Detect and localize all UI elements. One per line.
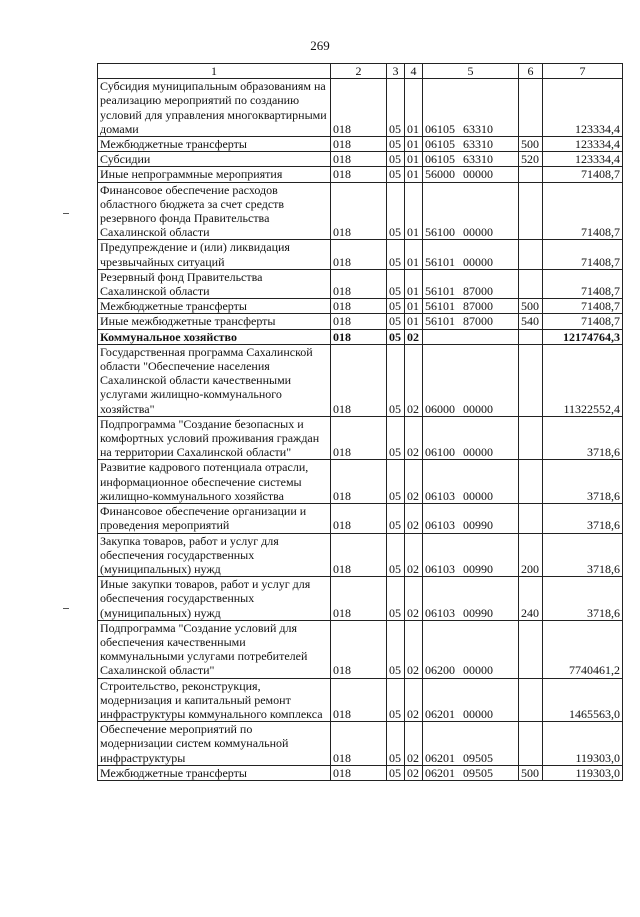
row-target-code-part2: 00000 xyxy=(463,445,493,460)
row-expense-type: 520 xyxy=(519,152,543,167)
row-target-code-part1: 56101 xyxy=(425,314,455,329)
row-grbs: 018 xyxy=(331,460,387,504)
row-subsection: 02 xyxy=(405,329,423,344)
row-amount: 71408,7 xyxy=(543,299,623,314)
row-target-code xyxy=(423,329,519,344)
row-target-code-part1: 06200 xyxy=(425,663,455,678)
row-expense-type xyxy=(519,269,543,298)
row-name: Межбюджетные трансферты xyxy=(98,765,331,780)
row-grbs: 018 xyxy=(331,722,387,766)
row-name: Межбюджетные трансферты xyxy=(98,299,331,314)
row-target-code-part2: 00990 xyxy=(463,561,493,576)
row-subsection: 01 xyxy=(405,182,423,240)
row-expense-type: 500 xyxy=(519,299,543,314)
row-section: 05 xyxy=(387,240,405,269)
col-header-7: 7 xyxy=(543,64,623,79)
row-target-code-part2: 00000 xyxy=(463,663,493,678)
row-grbs: 018 xyxy=(331,299,387,314)
row-name: Финансовое обеспечение организации и проведения мероприятий xyxy=(98,504,331,533)
row-section: 05 xyxy=(387,460,405,504)
table-row xyxy=(98,504,623,533)
row-name: Строительство, реконструкция, модернизация и капитальный ремонт инфраструктуры коммунального комплекса xyxy=(98,678,331,722)
row-target-code-part1: 06201 xyxy=(425,706,455,721)
row-amount: 3718,6 xyxy=(543,533,623,577)
row-name: Иные непрограммные мероприятия xyxy=(98,167,331,182)
row-name: Обеспечение мероприятий по модернизации систем коммунальной инфраструктуры xyxy=(98,722,331,766)
row-target-code-part1: 06201 xyxy=(425,750,455,765)
row-grbs: 018 xyxy=(331,314,387,329)
row-target-code-part1: 06100 xyxy=(425,445,455,460)
row-grbs: 018 xyxy=(331,678,387,722)
row-target-code xyxy=(423,152,519,167)
table-row xyxy=(98,152,623,167)
margin-mark xyxy=(63,213,69,214)
row-target-code-part2: 00000 xyxy=(463,488,493,503)
row-expense-type: 500 xyxy=(519,137,543,152)
row-expense-type xyxy=(519,416,543,460)
row-subsection: 02 xyxy=(405,765,423,780)
row-name: Закупка товаров, работ и услуг для обеспечения государственных (муниципальных) нужд xyxy=(98,533,331,577)
row-grbs: 018 xyxy=(331,620,387,678)
row-target-code-part2: 00000 xyxy=(463,706,493,721)
row-amount: 71408,7 xyxy=(543,167,623,182)
table-row xyxy=(98,240,623,269)
row-target-code-part1: 06000 xyxy=(425,401,455,416)
row-name: Государственная программа Сахалинской области "Обеспечение населения Сахалинской области качественными услугами жилищно-коммунального хозяйства" xyxy=(98,344,331,416)
row-target-code xyxy=(423,314,519,329)
row-target-code-part2: 87000 xyxy=(463,299,493,314)
table-row xyxy=(98,533,623,577)
row-subsection: 02 xyxy=(405,416,423,460)
row-section: 05 xyxy=(387,269,405,298)
row-grbs: 018 xyxy=(331,269,387,298)
row-expense-type xyxy=(519,504,543,533)
table-row xyxy=(98,299,623,314)
table-row xyxy=(98,269,623,298)
row-target-code xyxy=(423,137,519,152)
row-target-code-part2: 00000 xyxy=(463,254,493,269)
table-row xyxy=(98,765,623,780)
row-amount: 119303,0 xyxy=(543,722,623,766)
row-subsection: 01 xyxy=(405,167,423,182)
col-header-3: 3 xyxy=(387,64,405,79)
row-amount: 71408,7 xyxy=(543,182,623,240)
row-section: 05 xyxy=(387,79,405,137)
row-target-code-part2: 00000 xyxy=(463,401,493,416)
row-expense-type xyxy=(519,460,543,504)
row-section: 05 xyxy=(387,344,405,416)
row-target-code-part2: 63310 xyxy=(463,152,493,167)
row-subsection: 01 xyxy=(405,299,423,314)
row-target-code xyxy=(423,269,519,298)
row-amount: 119303,0 xyxy=(543,765,623,780)
row-grbs: 018 xyxy=(331,79,387,137)
row-expense-type xyxy=(519,678,543,722)
row-name: Коммунальное хозяйство xyxy=(98,329,331,344)
row-target-code-part1: 56000 xyxy=(425,167,455,182)
row-amount: 12174764,3 xyxy=(543,329,623,344)
row-name: Подпрограмма "Создание условий для обеспечения качественными коммунальными услугами потребителей Сахалинской области" xyxy=(98,620,331,678)
row-target-code xyxy=(423,240,519,269)
row-amount: 3718,6 xyxy=(543,460,623,504)
col-header-6: 6 xyxy=(519,64,543,79)
row-grbs: 018 xyxy=(331,533,387,577)
row-target-code-part1: 56100 xyxy=(425,225,455,240)
row-target-code xyxy=(423,79,519,137)
row-target-code-part2: 00000 xyxy=(463,225,493,240)
row-target-code-part1: 06105 xyxy=(425,121,455,136)
row-expense-type xyxy=(519,182,543,240)
row-section: 05 xyxy=(387,314,405,329)
row-name: Иные закупки товаров, работ и услуг для обеспечения государственных (муниципальных) нужд xyxy=(98,577,331,621)
row-grbs: 018 xyxy=(331,240,387,269)
row-amount: 71408,7 xyxy=(543,314,623,329)
row-subsection: 01 xyxy=(405,137,423,152)
row-name: Финансовое обеспечение расходов областного бюджета за счет средств резервного фонда Правительства Сахалинской области xyxy=(98,182,331,240)
row-target-code xyxy=(423,167,519,182)
row-subsection: 01 xyxy=(405,314,423,329)
row-target-code xyxy=(423,722,519,766)
row-subsection: 02 xyxy=(405,722,423,766)
row-section: 05 xyxy=(387,765,405,780)
row-amount: 3718,6 xyxy=(543,577,623,621)
row-target-code xyxy=(423,504,519,533)
row-section: 05 xyxy=(387,577,405,621)
row-section: 05 xyxy=(387,620,405,678)
row-name: Предупреждение и (или) ликвидация чрезвычайных ситуаций xyxy=(98,240,331,269)
row-target-code xyxy=(423,533,519,577)
row-section: 05 xyxy=(387,137,405,152)
row-grbs: 018 xyxy=(331,344,387,416)
col-header-4: 4 xyxy=(405,64,423,79)
row-name: Развитие кадрового потенциала отрасли, информационное обеспечение системы жилищно-коммунального хозяйства xyxy=(98,460,331,504)
row-target-code-part2: 63310 xyxy=(463,121,493,136)
row-grbs: 018 xyxy=(331,137,387,152)
row-grbs: 018 xyxy=(331,416,387,460)
row-amount: 123334,4 xyxy=(543,137,623,152)
row-section: 05 xyxy=(387,504,405,533)
row-target-code-part2: 87000 xyxy=(463,284,493,299)
row-target-code-part2: 09505 xyxy=(463,750,493,765)
table-row xyxy=(98,678,623,722)
row-subsection: 02 xyxy=(405,533,423,577)
row-name: Субсидии xyxy=(98,152,331,167)
row-expense-type xyxy=(519,620,543,678)
row-target-code xyxy=(423,344,519,416)
row-target-code-part1: 06103 xyxy=(425,488,455,503)
row-amount: 3718,6 xyxy=(543,416,623,460)
table-row xyxy=(98,722,623,766)
table-row xyxy=(98,620,623,678)
row-subsection: 01 xyxy=(405,240,423,269)
row-grbs: 018 xyxy=(331,182,387,240)
row-subsection: 02 xyxy=(405,577,423,621)
row-amount: 123334,4 xyxy=(543,152,623,167)
row-name: Межбюджетные трансферты xyxy=(98,137,331,152)
row-target-code-part1: 56101 xyxy=(425,299,455,314)
row-target-code-part2: 87000 xyxy=(463,314,493,329)
row-target-code-part2: 00990 xyxy=(463,518,493,533)
budget-table xyxy=(97,63,623,781)
row-section: 05 xyxy=(387,329,405,344)
row-target-code-part2: 00990 xyxy=(463,605,493,620)
row-grbs: 018 xyxy=(331,504,387,533)
row-target-code xyxy=(423,182,519,240)
row-amount: 7740461,2 xyxy=(543,620,623,678)
row-subsection: 02 xyxy=(405,460,423,504)
row-section: 05 xyxy=(387,678,405,722)
row-target-code-part1: 06103 xyxy=(425,518,455,533)
row-subsection: 02 xyxy=(405,504,423,533)
row-expense-type xyxy=(519,167,543,182)
row-name: Иные межбюджетные трансферты xyxy=(98,314,331,329)
row-subsection: 02 xyxy=(405,344,423,416)
row-expense-type xyxy=(519,240,543,269)
row-grbs: 018 xyxy=(331,152,387,167)
row-section: 05 xyxy=(387,533,405,577)
row-target-code-part2: 00000 xyxy=(463,167,493,182)
row-target-code xyxy=(423,765,519,780)
row-expense-type: 540 xyxy=(519,314,543,329)
row-expense-type xyxy=(519,329,543,344)
row-amount: 1465563,0 xyxy=(543,678,623,722)
table-row xyxy=(98,460,623,504)
row-expense-type: 200 xyxy=(519,533,543,577)
col-header-1: 1 xyxy=(98,64,331,79)
row-amount: 71408,7 xyxy=(543,269,623,298)
table-body xyxy=(98,79,623,781)
row-target-code-part1: 06105 xyxy=(425,137,455,152)
row-subsection: 01 xyxy=(405,269,423,298)
table-row xyxy=(98,329,623,344)
row-name: Подпрограмма "Создание безопасных и комфортных условий проживания граждан на территории Сахалинской области" xyxy=(98,416,331,460)
col-header-5: 5 xyxy=(423,64,519,79)
row-target-code-part2: 63310 xyxy=(463,137,493,152)
row-section: 05 xyxy=(387,167,405,182)
row-expense-type xyxy=(519,344,543,416)
row-target-code-part2: 09505 xyxy=(463,765,493,780)
row-target-code xyxy=(423,299,519,314)
row-target-code xyxy=(423,416,519,460)
row-section: 05 xyxy=(387,152,405,167)
column-number-row xyxy=(98,64,623,79)
row-target-code-part1: 56101 xyxy=(425,254,455,269)
row-target-code-part1: 56101 xyxy=(425,284,455,299)
row-target-code-part1: 06103 xyxy=(425,605,455,620)
table-row xyxy=(98,137,623,152)
table-row xyxy=(98,577,623,621)
row-section: 05 xyxy=(387,416,405,460)
row-section: 05 xyxy=(387,299,405,314)
row-expense-type: 500 xyxy=(519,765,543,780)
row-grbs: 018 xyxy=(331,167,387,182)
row-amount: 11322552,4 xyxy=(543,344,623,416)
row-target-code-part1: 06201 xyxy=(425,765,455,780)
row-target-code-part1: 06103 xyxy=(425,561,455,576)
table-row xyxy=(98,79,623,137)
row-subsection: 02 xyxy=(405,678,423,722)
row-subsection: 01 xyxy=(405,152,423,167)
row-subsection: 01 xyxy=(405,79,423,137)
table-row xyxy=(98,344,623,416)
page-number: 269 xyxy=(310,38,330,53)
row-amount: 123334,4 xyxy=(543,79,623,137)
row-name: Субсидия муниципальным образованиям на реализацию мероприятий по созданию условий для управления многоквартирными домами xyxy=(98,79,331,137)
col-header-2: 2 xyxy=(331,64,387,79)
table-row xyxy=(98,182,623,240)
row-grbs: 018 xyxy=(331,577,387,621)
row-target-code xyxy=(423,678,519,722)
row-expense-type xyxy=(519,722,543,766)
row-subsection: 02 xyxy=(405,620,423,678)
row-target-code xyxy=(423,620,519,678)
row-grbs: 018 xyxy=(331,329,387,344)
table-row xyxy=(98,416,623,460)
row-section: 05 xyxy=(387,722,405,766)
margin-mark xyxy=(63,608,69,609)
row-grbs: 018 xyxy=(331,765,387,780)
row-name: Резервный фонд Правительства Сахалинской области xyxy=(98,269,331,298)
row-target-code xyxy=(423,577,519,621)
table-row xyxy=(98,314,623,329)
row-target-code-part1: 06105 xyxy=(425,152,455,167)
row-amount: 71408,7 xyxy=(543,240,623,269)
row-expense-type: 240 xyxy=(519,577,543,621)
row-section: 05 xyxy=(387,182,405,240)
row-expense-type xyxy=(519,79,543,137)
row-target-code xyxy=(423,460,519,504)
row-amount: 3718,6 xyxy=(543,504,623,533)
table-row xyxy=(98,167,623,182)
